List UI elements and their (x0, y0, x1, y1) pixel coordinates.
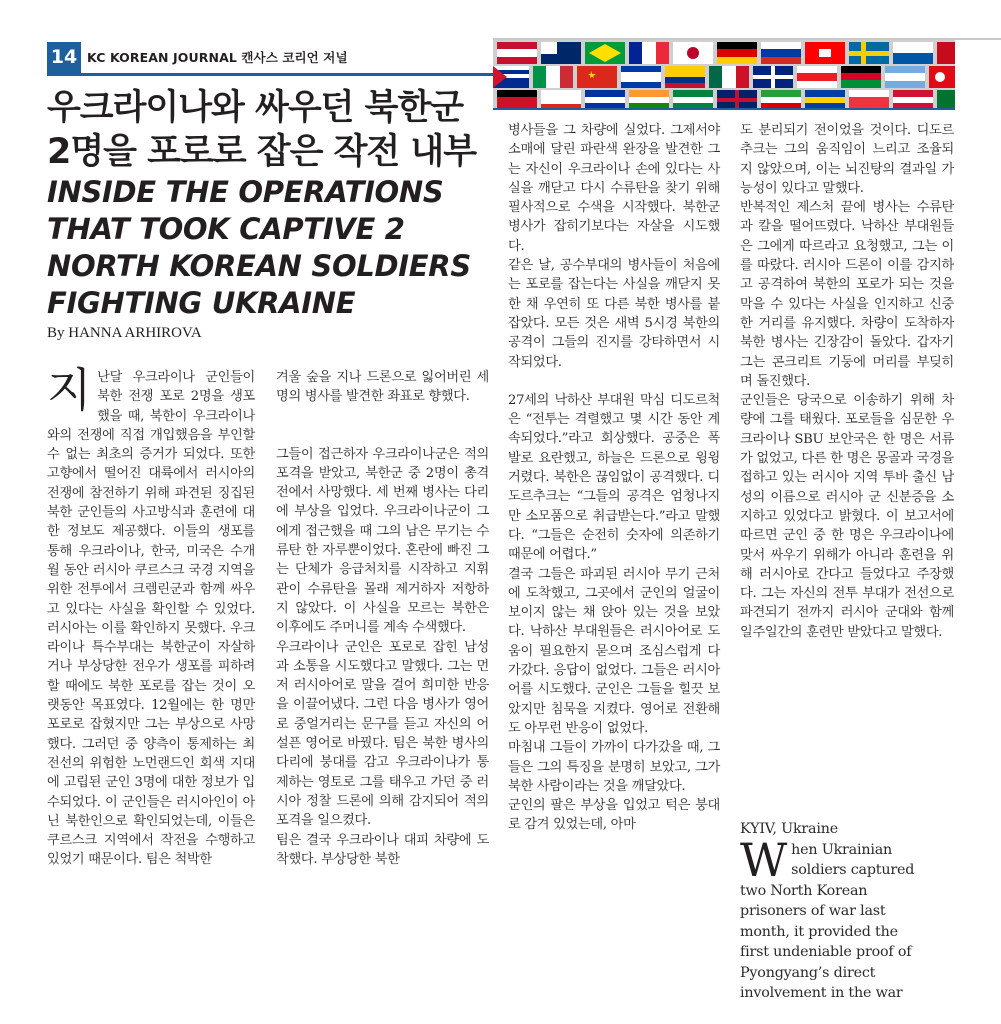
article-column-2 (276, 368, 489, 869)
english-drop-cap: W (740, 832, 788, 887)
col2-paragraph-2: 그들이 접근하자 우크라이나군은 적의 포격을 받았고, 북한군 중 2명이 총격전에서 사망했다. 세 번째 병사는 다리에 부상을 입었다. 우크라이나군이 그에게 접근했을 때 그의 남은 무기는 수류탄 한 자루뿐이었다. 혼란에 빠진 그는 단체가 응급처치를 시작하고 지휘관이 수류탄을 몰래 제거하자 저항하지 않았다. 이 사실을 모르는 북한은 이후에도 주머니를 계속 수색했다. (276, 446, 489, 636)
col2-paragraph-3: 우크라이나 군인은 포로로 잡힌 남성과 소통을 시도했다고 말했다. 그는 먼저 러시아어로 말을 걸어 희미한 반응을 이끌어냈다. 그런 다음 병사가 영어로 중얼거리는 문구를 듣고 자신의 어설픈 영어로 바꿨다. 팀은 북한 병사의 다리에 붕대를 감고 우크라이나가 통제하는 영토로 그를 태우고 가던 중 러시아 정찰 드론에 의해 감지되어 적의 포격을 일으켰다. (276, 639, 489, 829)
col1-paragraph: 난달 우크라이나 군인들이 북한 전쟁 포로 2명을 생포했을 때, 북한이 우크라이나와의 전쟁에 직접 개입했음을 부인할 수 없는 최초의 증거가 되었다. 또한 고향에서 떨어진 대륙에서 러시아의 전쟁에 참전하기 위해 파견된 징집된 북한 군인들의 사고방식과 훈련에 대한 정보도 제공했다. 이들의 생포를 통해 우크라이나, 한국, 미국은 수개월 동안 러시아 쿠르스크 국경 지역을 위한 전투에서 크렘린군과 함께 싸우고 있다는 사실을 확인할 수 있었다. 러시아는 이를 확인하지 못했다. 우크라이나 특수부대는 북한군이 자살하거나 부상당한 전우가 생포를 피하려 할 때에도 북한 포로를 잡는 것이 오랫동안 목표였다. 12월에는 한 명만 포로로 잡혔지만 그는 부상으로 사망했다. 그러던 중 양측이 통제하는 최전선의 위험한 노먼랜드인 회색 지대에 고립된 군인 3명에 대한 정보가 입수되었다. 이 군인들은 러시아인이 아닌 북한인으로 확인되었는데, 이들은 쿠르스크 지역에서 작전을 수행하고 있었기 때문이다. 팀은 척박한 (47, 370, 255, 868)
article-column-3 (508, 121, 720, 835)
col4-paragraph-1: 도 분리되기 전이었을 것이다. 디도르추크는 그의 움직임이 느리고 조율되지 않았으며, 이는 뇌진탕의 결과일 가능성이 있다고 말했다. (740, 123, 954, 196)
article-column-1 (47, 363, 255, 870)
headline (47, 86, 493, 322)
col3-paragraph-6: 군인의 팔은 부상을 입었고 턱은 붕대로 감겨 있었는데, 아마 (508, 798, 720, 833)
col4-paragraph-3: 군인들은 당국으로 이송하기 위해 차량에 그를 태웠다. 포로들을 심문한 우크라이나 SBU 보안국은 한 명은 서류가 없었고, 다른 한 명은 몽골과 국경을 접하고 있는 러시아 지역 투바 출신 남성의 이름으로 러시아 군 신분증을 소지하고 있었다고 밝혔다. 이 보고서에 따르면 군인 중 한 명은 우크라이나에 맞서 싸우기 위해가 아니라 훈련을 위해 러시아로 간다고 들었다고 주장했다. 그는 자신의 전투 부대가 전선으로 파견되기 전까지 러시아 군대와 함께 일주일간의 훈련만 받았다고 말했다. (740, 393, 954, 640)
headline-korean: 우크라이나와 싸우던 북한군 2명을 포로로 잡은 작전 내부 (47, 88, 477, 172)
header-rule (47, 73, 493, 76)
article-column-4 (740, 121, 954, 642)
english-article (740, 819, 930, 1004)
publication-name: KC KOREAN JOURNAL 캔사스 코리언 저널 (87, 50, 348, 65)
flags-collage (493, 40, 955, 110)
col3-paragraph-5: 마침내 그들이 가까이 다가갔을 때, 그들은 그의 특징을 분명히 보았고, 그가 북한 사람이라는 것을 깨달았다. (508, 740, 720, 794)
col2-paragraph-4: 팀은 결국 우크라이나 대피 차량에 도착했다. 부상당한 북한 (276, 832, 489, 867)
col3-paragraph-4: 결국 그들은 파괴된 러시아 무기 근처에 도착했고, 그곳에서 군인의 얼굴이 보이지 않는 채 앉아 있는 것을 보았다. 낙하산 부대원들은 러시아어로 도움이 필요한지 묻으며 조심스럽게 다가갔다. 응답이 없었다. 그들은 러시아어를 시도했다. 군인은 그들을 힐끗 보았지만 침묵을 지켰다. 영어로 전환해도 아무런 반응이 없었다. (508, 566, 720, 736)
col4-paragraph-2: 반복적인 제스처 끝에 병사는 수류탄과 칼을 떨어뜨렸다. 낙하산 부대원들은 그에게 따르라고 요청했고, 그는 이를 따랐다. 러시아 드론이 이를 감지하고 공격하여 북한의 포로가 되는 것을 막을 수 있다는 사실을 인지하고 신중한 거리를 유지했다. 차량이 도착하자 북한 병사는 긴장감이 돌았다. 갑자기 그는 콘크리트 기둥에 머리를 부딪히며 돌진했다. (740, 200, 954, 389)
col3-paragraph-3: 27세의 낙하산 부대원 막심 디도르척은 “전투는 격렬했고 몇 시간 동안 계속되었다.”라고 회상했다. 공중은 폭발로 요란했고, 하늘은 드론으로 윙윙거렸다. 북한은 끊임없이 공격했다. 디도르추크는 “그들의 공격은 엄청나지만 소모품으로 취급받는다.”라고 말했다. “그들은 순전히 숫자에 의존하기 때문에 어렵다.” (508, 392, 720, 563)
english-body: hen Ukrainian soldiers captured two North Korean prisoners of war last month, it provided the first undeniable proof of Pyongyang’s direct involvement in the war (740, 841, 915, 1001)
page-number: 14 (47, 42, 81, 73)
headline-english: INSIDE THE OPERATIONS THAT TOOK CAPTIVE 2 NORTH KOREAN SOLDIERS FIGHTING UKRAINE (47, 175, 471, 320)
banner-rule (493, 108, 955, 110)
col3-paragraph-1: 병사들을 그 차량에 실었다. 그제서야 소매에 달린 파란색 완장을 발견한 그는 자신이 우크라이나 손에 있다는 사실을 깨닫고 다시 수류탄을 찾기 위해 필사적으로 수색을 시작했다. 북한군 병사가 잡히기보다는 자살을 시도했다. (508, 123, 720, 254)
dateline: KYIV, Ukraine (740, 821, 839, 837)
flags-banner-image (493, 40, 955, 110)
page-header (47, 40, 493, 74)
col3-paragraph-2: 같은 날, 공수부대의 병사들이 처음에는 포로를 잡는다는 사실을 깨닫지 못한 채 우연히 또 다른 북한 병사를 붙잡았다. 모든 것은 새벽 5시경 북한의 공격이 그들의 진지를 강타하면서 시작되었다. (508, 258, 720, 370)
col2-paragraph-1: 겨울 숲을 지나 드론으로 잃어버린 세 명의 병사를 발견한 좌표로 향했다. (276, 370, 489, 405)
drop-cap: 지 (47, 363, 92, 417)
byline: By HANNA ARHIROVA (47, 325, 202, 341)
